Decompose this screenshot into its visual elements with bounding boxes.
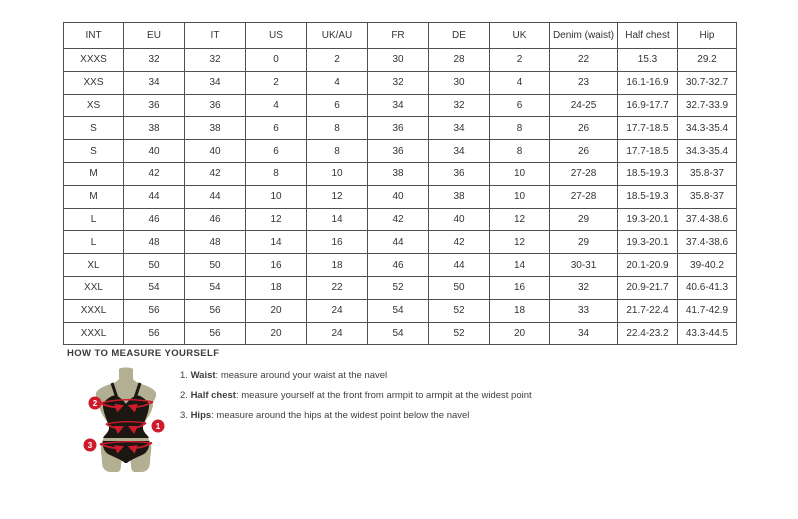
table-cell: 34	[429, 140, 490, 163]
table-cell: 27-28	[550, 162, 618, 185]
table-cell: 2	[307, 49, 368, 72]
table-cell: 54	[368, 299, 429, 322]
step-number: 1.	[180, 370, 191, 381]
table-cell: 16	[490, 276, 550, 299]
table-cell: 17.7-18.5	[618, 117, 678, 140]
table-row	[64, 117, 737, 140]
table-row	[64, 299, 737, 322]
table-cell: 36	[124, 94, 185, 117]
svg-text:2: 2	[92, 399, 98, 408]
table-cell: 2	[490, 49, 550, 72]
mannequin-illustration-icon	[76, 366, 188, 504]
table-cell: 2	[246, 71, 307, 94]
waist-badge	[152, 420, 165, 433]
measure-section-title: HOW TO MEASURE YOURSELF	[67, 348, 220, 359]
table-cell: 16	[307, 231, 368, 254]
table-cell: L	[64, 208, 124, 231]
table-cell: 34	[185, 71, 246, 94]
step-number: 2.	[180, 390, 191, 401]
step-label: Hips	[190, 410, 212, 421]
table-cell: 39-40.2	[678, 254, 737, 277]
table-cell: 36	[368, 140, 429, 163]
table-cell: 29.2	[678, 49, 737, 72]
column-header: Half chest	[618, 23, 678, 49]
table-cell: 34.3-35.4	[678, 140, 737, 163]
table-cell: 44	[368, 231, 429, 254]
table-cell: 16	[246, 254, 307, 277]
svg-text:3: 3	[87, 441, 93, 450]
table-cell: 19.3-20.1	[618, 231, 678, 254]
table-cell: 10	[246, 185, 307, 208]
table-row	[64, 94, 737, 117]
table-cell: 19.3-20.1	[618, 208, 678, 231]
table-cell: 56	[124, 322, 185, 345]
table-cell: 20	[246, 299, 307, 322]
table-cell: 12	[490, 208, 550, 231]
table-cell: XXXL	[64, 322, 124, 345]
table-row	[64, 71, 737, 94]
table-cell: 20.1-20.9	[618, 254, 678, 277]
measurement-figure	[76, 366, 188, 504]
table-cell: 22	[550, 49, 618, 72]
chest-badge	[89, 397, 102, 410]
measure-step	[180, 409, 532, 429]
table-cell: 17.7-18.5	[618, 140, 678, 163]
table-cell: S	[64, 140, 124, 163]
table-cell: 37.4-38.6	[678, 208, 737, 231]
table-cell: 14	[307, 208, 368, 231]
table-cell: 44	[429, 254, 490, 277]
step-label: Waist	[190, 370, 216, 381]
table-cell: 20	[246, 322, 307, 345]
table-cell: 4	[307, 71, 368, 94]
table-cell: 52	[429, 322, 490, 345]
table-cell: 36	[429, 162, 490, 185]
table-row	[64, 185, 737, 208]
table-cell: 27-28	[550, 185, 618, 208]
table-cell: 0	[246, 49, 307, 72]
table-cell: 40	[124, 140, 185, 163]
table-cell: 14	[246, 231, 307, 254]
table-cell: 6	[246, 140, 307, 163]
table-cell: 42	[429, 231, 490, 254]
table-cell: 16.1-16.9	[618, 71, 678, 94]
table-cell: 52	[368, 276, 429, 299]
table-cell: 20	[490, 322, 550, 345]
table-cell: 40.6-41.3	[678, 276, 737, 299]
table-cell: 48	[185, 231, 246, 254]
table-cell: 28	[429, 49, 490, 72]
table-row	[64, 231, 737, 254]
table-cell: 24	[307, 299, 368, 322]
table-cell: XXL	[64, 276, 124, 299]
table-cell: 46	[124, 208, 185, 231]
table-cell: 44	[124, 185, 185, 208]
size-chart-section	[63, 22, 737, 345]
table-cell: 44	[185, 185, 246, 208]
table-cell: 26	[550, 140, 618, 163]
column-header: IT	[185, 23, 246, 49]
table-cell: 42	[368, 208, 429, 231]
table-cell: 46	[185, 208, 246, 231]
table-cell: 8	[307, 117, 368, 140]
table-cell: 24	[307, 322, 368, 345]
table-cell: 34.3-35.4	[678, 117, 737, 140]
measure-step	[180, 389, 532, 409]
table-cell: 30	[368, 49, 429, 72]
table-cell: 56	[185, 322, 246, 345]
table-cell: 18.5-19.3	[618, 162, 678, 185]
table-cell: 30	[429, 71, 490, 94]
table-cell: 50	[429, 276, 490, 299]
table-cell: 38	[429, 185, 490, 208]
table-cell: 30-31	[550, 254, 618, 277]
table-cell: 50	[185, 254, 246, 277]
step-text: : measure around the hips at the widest point below the navel	[211, 410, 470, 421]
column-header: INT	[64, 23, 124, 49]
table-cell: 29	[550, 231, 618, 254]
table-cell: 34	[429, 117, 490, 140]
table-cell: 8	[490, 117, 550, 140]
table-cell: 54	[368, 322, 429, 345]
table-cell: 20.9-21.7	[618, 276, 678, 299]
table-cell: 21.7-22.4	[618, 299, 678, 322]
table-cell: 36	[368, 117, 429, 140]
table-row	[64, 322, 737, 345]
table-cell: 38	[185, 117, 246, 140]
table-cell: 10	[307, 162, 368, 185]
table-cell: 43.3-44.5	[678, 322, 737, 345]
table-cell: 42	[185, 162, 246, 185]
table-cell: 34	[550, 322, 618, 345]
table-cell: 18.5-19.3	[618, 185, 678, 208]
table-cell: 16.9-17.7	[618, 94, 678, 117]
table-row	[64, 140, 737, 163]
table-cell: 18	[307, 254, 368, 277]
table-cell: 12	[307, 185, 368, 208]
table-cell: 32	[429, 94, 490, 117]
column-header: Hip	[678, 23, 737, 49]
table-cell: XL	[64, 254, 124, 277]
table-cell: 15.3	[618, 49, 678, 72]
column-header: UK	[490, 23, 550, 49]
table-cell: 32.7-33.9	[678, 94, 737, 117]
table-cell: 12	[246, 208, 307, 231]
table-cell: 32	[550, 276, 618, 299]
table-cell: 48	[124, 231, 185, 254]
size-chart-table	[63, 22, 737, 345]
table-cell: 30.7-32.7	[678, 71, 737, 94]
table-cell: 56	[124, 299, 185, 322]
step-text: : measure around your waist at the navel	[215, 370, 388, 381]
table-cell: XXS	[64, 71, 124, 94]
table-row	[64, 276, 737, 299]
table-cell: 38	[368, 162, 429, 185]
table-cell: 35.8-37	[678, 185, 737, 208]
table-cell: 23	[550, 71, 618, 94]
size-table-body	[64, 49, 737, 345]
table-cell: 8	[490, 140, 550, 163]
table-cell: 10	[490, 162, 550, 185]
table-cell: M	[64, 162, 124, 185]
table-cell: 24-25	[550, 94, 618, 117]
table-cell: 54	[124, 276, 185, 299]
step-number: 3.	[180, 410, 191, 421]
table-cell: 8	[307, 140, 368, 163]
table-row	[64, 49, 737, 72]
table-cell: 18	[246, 276, 307, 299]
table-cell: 54	[185, 276, 246, 299]
table-cell: S	[64, 117, 124, 140]
measure-steps-list	[180, 369, 532, 429]
table-cell: 34	[368, 94, 429, 117]
table-cell: 22	[307, 276, 368, 299]
table-cell: 22.4-23.2	[618, 322, 678, 345]
table-cell: 6	[490, 94, 550, 117]
column-header: US	[246, 23, 307, 49]
table-cell: 36	[185, 94, 246, 117]
hips-badge	[84, 439, 97, 452]
table-cell: 56	[185, 299, 246, 322]
table-cell: 26	[550, 117, 618, 140]
table-cell: 4	[490, 71, 550, 94]
svg-text:1: 1	[155, 422, 161, 431]
table-cell: 46	[368, 254, 429, 277]
table-cell: 32	[124, 49, 185, 72]
table-cell: 40	[185, 140, 246, 163]
step-label: Half chest	[190, 390, 236, 401]
column-header: DE	[429, 23, 490, 49]
column-header: FR	[368, 23, 429, 49]
table-cell: 42	[124, 162, 185, 185]
table-cell: 10	[490, 185, 550, 208]
measure-step	[180, 369, 532, 389]
table-cell: 40	[429, 208, 490, 231]
table-cell: 32	[185, 49, 246, 72]
table-cell: L	[64, 231, 124, 254]
column-header: EU	[124, 23, 185, 49]
table-cell: 4	[246, 94, 307, 117]
table-row	[64, 254, 737, 277]
table-cell: 38	[124, 117, 185, 140]
table-cell: 18	[490, 299, 550, 322]
table-cell: 12	[490, 231, 550, 254]
table-cell: 29	[550, 208, 618, 231]
table-cell: XXXS	[64, 49, 124, 72]
table-cell: 50	[124, 254, 185, 277]
table-cell: 40	[368, 185, 429, 208]
table-cell: 6	[307, 94, 368, 117]
column-header: Denim (waist)	[550, 23, 618, 49]
table-cell: 14	[490, 254, 550, 277]
table-cell: 37.4-38.6	[678, 231, 737, 254]
table-cell: 33	[550, 299, 618, 322]
table-cell: 6	[246, 117, 307, 140]
table-cell: 35.8-37	[678, 162, 737, 185]
step-text: : measure yourself at the front from armpit to armpit at the widest point	[235, 390, 532, 401]
table-cell: 32	[368, 71, 429, 94]
table-cell: 41.7-42.9	[678, 299, 737, 322]
table-cell: 34	[124, 71, 185, 94]
table-cell: 8	[246, 162, 307, 185]
column-header: UK/AU	[307, 23, 368, 49]
table-row	[64, 162, 737, 185]
table-cell: XXXL	[64, 299, 124, 322]
table-cell: XS	[64, 94, 124, 117]
table-cell: 52	[429, 299, 490, 322]
table-header-row	[64, 23, 737, 49]
table-cell: M	[64, 185, 124, 208]
table-row	[64, 208, 737, 231]
